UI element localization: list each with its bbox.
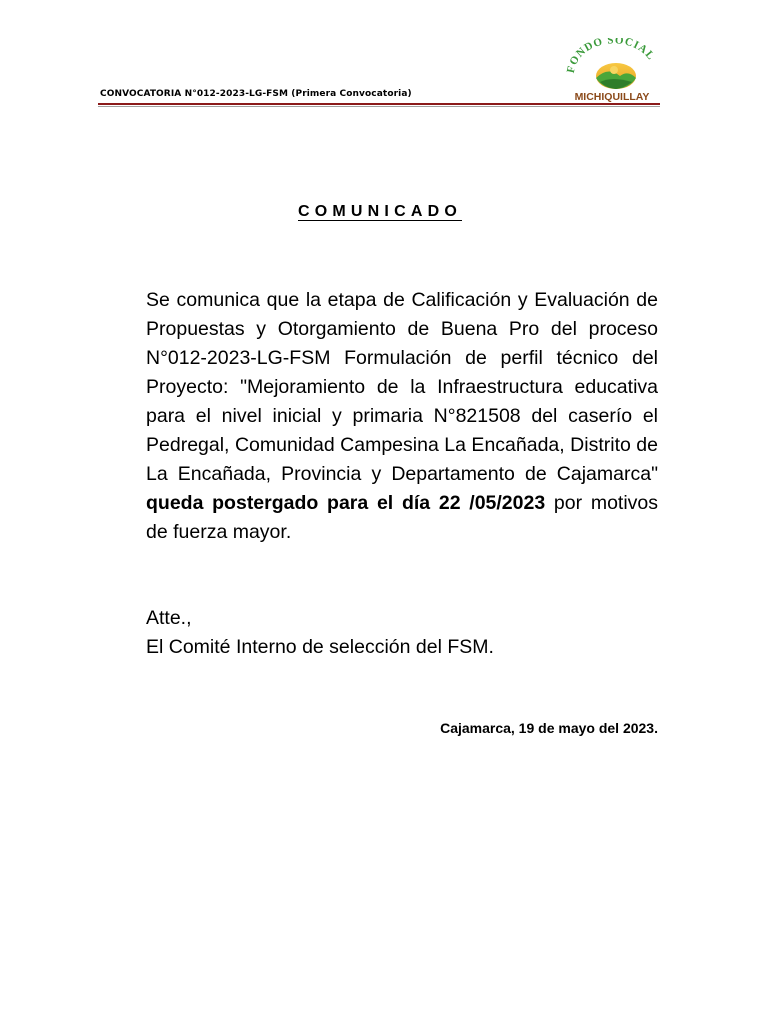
- header-divider-red: [98, 103, 660, 105]
- communique-body: [146, 286, 658, 547]
- fondo-social-michiquillay-logo: [560, 38, 664, 104]
- svg-text:FONDO SOCIAL: FONDO SOCIAL: [564, 38, 658, 75]
- convocatoria-reference: CONVOCATORIA N°012-2023-LG-FSM (Primera Convocatoria): [100, 89, 412, 99]
- place-date: Cajamarca, 19 de mayo del 2023.: [440, 720, 658, 736]
- logo-michiquillay-text: MICHIQUILLAY: [574, 91, 650, 103]
- body-text-part1: Se comunica que la etapa de Calificación y Evaluación de Propuestas y Otorgamiento de Buena Pro del proceso N°012-2023-LG-FSM Formulación de perfil técnico del Proyecto: "Mejoramiento de la Infraestructura educativa para el nivel inicial y primaria N°821508 del caserío el Pedregal, Comunidad Campesina La Encañada, Distrito de La Encañada, Provincia y Departamento de Cajamarca": [146, 289, 658, 485]
- header-divider-gray: [98, 106, 660, 107]
- closing-greeting: Atte.,: [146, 607, 192, 629]
- closing-block: [146, 604, 494, 662]
- document-title: COMUNICADO: [298, 203, 462, 220]
- body-text-part2: por motivos de fuerza mayor.: [146, 492, 659, 543]
- signature-line: El Comité Interno de selección del FSM.: [146, 636, 494, 658]
- body-text-bold: queda postergado para el día 22 /05/2023: [146, 492, 546, 514]
